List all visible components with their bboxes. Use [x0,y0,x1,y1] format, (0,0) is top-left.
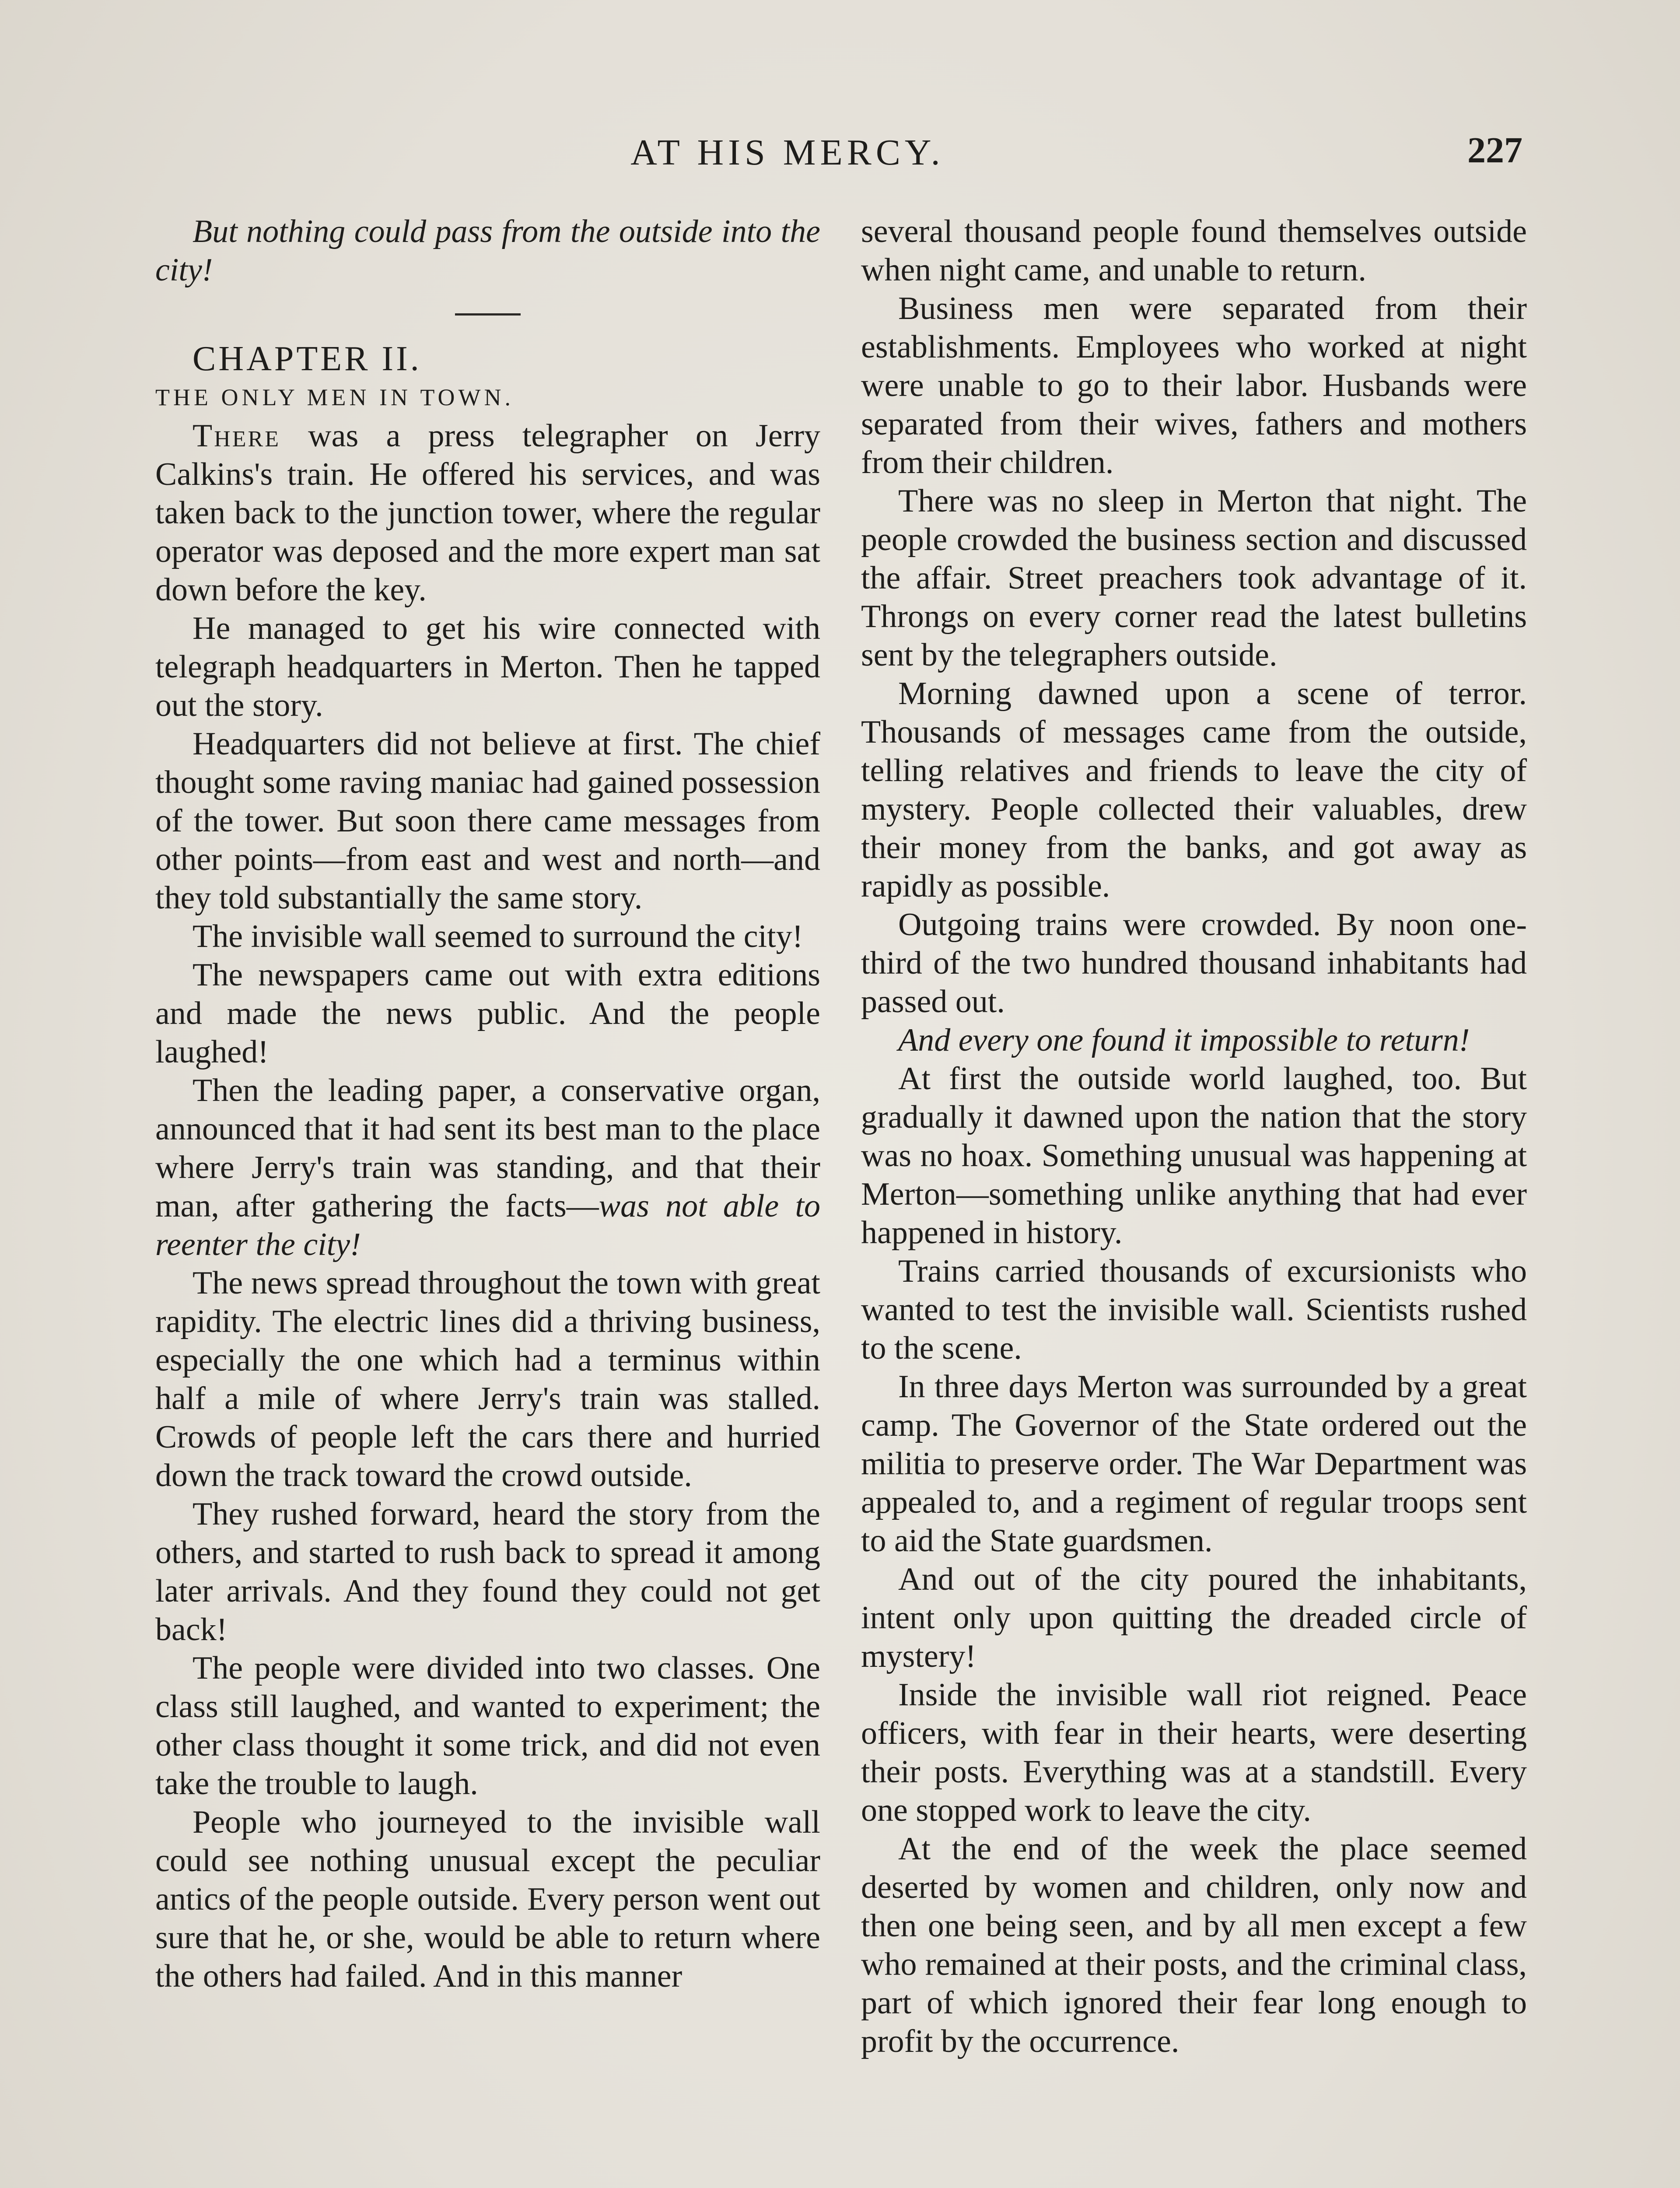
drop-word: There [192,418,280,454]
paragraph: At the end of the week the place seemed deserted by women and children, only now and then one being seen, and by all men except a few who remained at their posts, and the criminal class, part of which ignored their fear long enough to profit by the occurrence. [861,1831,1527,2059]
paragraph: The people were divided into two classes. One class still laughed, and wanted to experiment; the other class thought it some trick, and did not even take the trouble to laugh. [155,1650,820,1802]
paragraph: They rushed forward, heard the story from the others, and started to rush back to spread it among later arrivals. And they found they could not get back! [155,1496,820,1648]
paragraph: Headquarters did not believe at first. The chief thought some raving maniac had gained possession of the tower. But soon there came messages from other points—from east and west and north—and they told substantially the same story. [155,726,820,916]
left-column [155,212,820,1995]
paragraph: The invisible wall seemed to surround the city! [192,919,803,954]
right-column [861,212,1527,2061]
emphasis-text: was not able to reenter the city! [155,1188,820,1262]
paragraph: At first the outside world laughed, too. But gradually it dawned upon the nation that the story was no hoax. Something unusual was happening at Merton—something unlike anything that had ever happened in history. [861,1061,1527,1251]
paragraph: People who journeyed to the invisible wall could see nothing unusual except the peculiar antics of the people outside. Every person went out sure that he, or she, would be able to return where the others had failed. And in this manner [155,1804,820,1994]
paragraph-continuation: several thousand people found themselves outside when night came, and unable to return. [861,214,1527,288]
paragraph: Business men were separated from their establishments. Employees who worked at night were unable to go to their labor. Husbands were separated from their wives, fathers and mothers from their children. [861,291,1527,480]
chapter-subtitle: THE ONLY MEN IN TOWN. [155,384,514,410]
chapter-heading: CHAPTER II. [192,340,422,378]
paragraph: The news spread throughout the town with great rapidity. The electric lines did a thriving business, especially the one which had a terminus within half a mile of where Jerry's train was stalled. Crowds of people left the cars there and hurried down the track toward the crowd outside. [155,1265,820,1494]
intro-line: But nothing could pass from the outside into the city! [155,214,820,288]
paragraph: And out of the city poured the inhabitants, intent only upon quitting the dreaded circle of mystery! [861,1561,1527,1674]
paragraph [155,417,820,609]
paragraph: The newspapers came out with extra editions and made the news public. And the people laughed! [155,957,820,1070]
paragraph: Trains carried thousands of excursionists who wanted to test the invisible wall. Scientists rushed to the scene. [861,1253,1527,1366]
paragraph: Morning dawned upon a scene of terror. Thousands of messages came from the outside, telling relatives and friends to leave the city of mystery. People collected their valuables, drew their money from the banks, and got away as rapidly as possible. [861,676,1527,904]
paragraph: In three days Merton was surrounded by a great camp. The Governor of the State ordered out the militia to preserve order. The War Department was appealed to, and a regiment of regular troops sent to aid the State guardsmen. [861,1369,1527,1559]
paragraph-text: Then the leading paper, a conservative organ, announced that it had sent its best man to the place where Jerry's train was standing, and that their man, after gathering the facts— [155,1073,820,1224]
section-divider [455,313,521,316]
paragraph: Inside the invisible wall riot reigned. Peace officers, with fear in their hearts, were deserting their posts. Everything was at a standstill. Every one stopped work to leave the city. [861,1677,1527,1828]
paragraph [155,1071,820,1264]
page-number: 227 [1467,130,1522,171]
paragraph-text: was a press telegrapher on Jerry Calkins's train. He offered his services, and was taken back to the junction tower, where the regular operator was deposed and the more expert man sat down before the key. [155,418,820,608]
paragraph-emphasis: And every one found it impossible to return! [898,1022,1470,1058]
paragraph: There was no sleep in Merton that night. The people crowded the business section and discussed the affair. Street preachers took advantage of it. Throngs on every corner read the latest bulletins sent by the telegraphers outside. [861,483,1527,673]
paragraph: Outgoing trains were crowded. By noon one-third of the two hundred thousand inhabitants had passed out. [861,907,1527,1020]
running-head: AT HIS MERCY. [630,132,945,173]
paragraph: He managed to get his wire connected with telegraph headquarters in Merton. Then he tapped out the story. [155,610,820,723]
